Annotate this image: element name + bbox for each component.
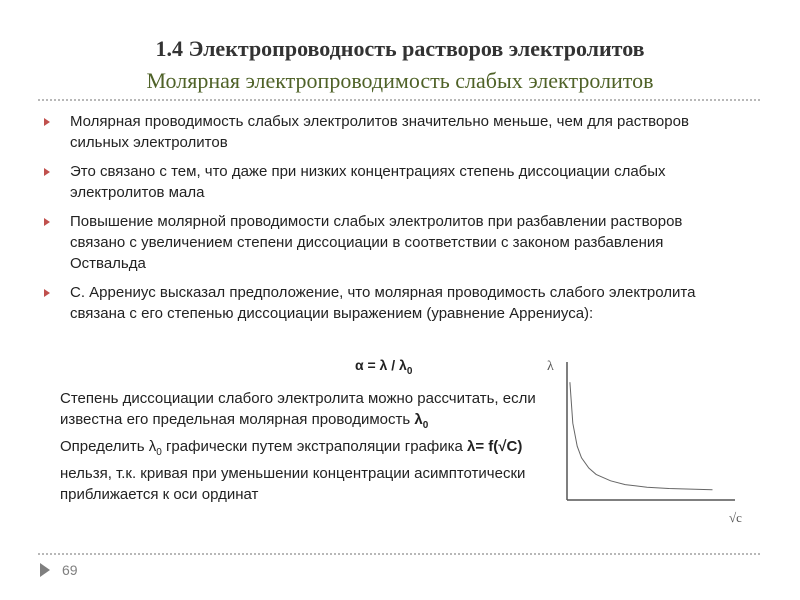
lambda-symbol: λ	[414, 411, 423, 428]
function-expression: λ= f(√C)	[467, 438, 523, 455]
arrhenius-formula	[355, 357, 412, 377]
page-number: 69	[62, 562, 78, 578]
formula-text: α = λ / λ	[355, 357, 407, 373]
bullet-text: Повышение молярной проводимости слабых электролитов при разбавлении растворов связано с увеличением степени диссоциации в соответствии с законом разбавления Оствальда	[70, 213, 683, 272]
paragraph-line-1	[60, 388, 540, 436]
bullet-arrow-icon	[44, 289, 50, 297]
paragraph-text: нельзя, т.к. кривая при уменьшении концентрации асимптотически приближается к оси ординат	[60, 465, 526, 503]
paragraph-text: Определить	[60, 438, 149, 455]
bullet-text: Молярная проводимость слабых электролитов значительно меньше, чем для растворов сильных электролитов	[70, 113, 689, 151]
bullet-list	[44, 111, 724, 332]
bullet-arrow-icon	[44, 168, 50, 176]
slide-title: 1.4 Электропроводность растворов электролитов	[155, 36, 645, 61]
next-arrow-icon	[40, 563, 50, 577]
bullet-item	[44, 111, 724, 153]
y-axis-label: λ	[547, 359, 554, 374]
explanation-paragraph	[60, 388, 540, 505]
lambda-subscript: 0	[422, 420, 429, 431]
bullet-arrow-icon	[44, 118, 50, 126]
lambda-symbol: λ	[148, 438, 157, 455]
paragraph-text: Степень диссоциации слабого электролита можно рассчитать, если известна его предельная молярная проводимость	[60, 390, 536, 428]
bullet-text: С. Аррениус высказал предположение, что молярная проводимость слабого электролита связана с его степенью диссоциации выражением (уравнение Аррениуса):	[70, 284, 696, 322]
series-line	[570, 382, 713, 490]
bullet-item	[44, 161, 724, 203]
paragraph-line-2	[60, 436, 540, 505]
bullet-item	[44, 211, 724, 274]
paragraph-text: графически путем экстраполяции графика	[161, 438, 467, 455]
bottom-divider	[38, 553, 760, 555]
lambda-subscript: 0	[156, 447, 162, 458]
conductivity-chart	[540, 352, 750, 527]
slide-subtitle: Молярная электропроводимость слабых электролитов	[146, 68, 654, 93]
top-divider	[38, 99, 760, 101]
bullet-item	[44, 282, 724, 324]
bullet-text: Это связано с тем, что даже при низких концентрациях степень диссоциации слабых электролитов мала	[70, 163, 666, 201]
bullet-arrow-icon	[44, 218, 50, 226]
x-axis-label: √c	[729, 510, 742, 525]
chart-svg	[540, 352, 750, 527]
formula-subscript: 0	[406, 365, 413, 377]
